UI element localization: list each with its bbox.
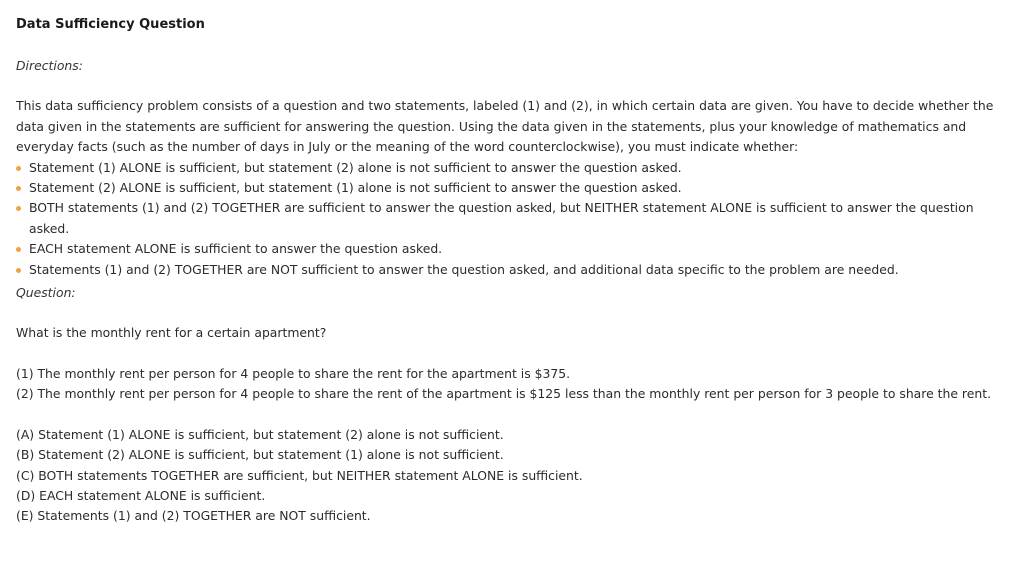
list-item bbox=[16, 239, 1008, 259]
choice-e: (E) Statements (1) and (2) TOGETHER are NOT sufficient. bbox=[16, 508, 371, 524]
bullet-dot-icon bbox=[16, 206, 21, 211]
answer-choices bbox=[16, 425, 1008, 527]
list-item bbox=[16, 198, 1008, 239]
question-text: What is the monthly rent for a certain apartment? bbox=[16, 325, 327, 341]
list-item-text: Statements (1) and (2) TOGETHER are NOT sufficient to answer the question asked, and additional data specific to the problem are needed. bbox=[29, 261, 899, 277]
bullet-dot-icon bbox=[16, 166, 21, 171]
directions-label: Directions: bbox=[16, 58, 83, 73]
question-label: Question: bbox=[16, 285, 76, 301]
directions-intro: This data sufficiency problem consists of a question and two statements, labeled (1) and (2), in which certain data are given. You have to decide whether the data given in the statements are sufficient for answering the question. Using the data given in the statements, plus your knowledge of mathematics and everyday facts (such as the number of days in July or the meaning of the word counterclockwise), you must indicate whether: bbox=[16, 98, 994, 155]
choice-a: (A) Statement (1) ALONE is sufficient, but statement (2) alone is not sufficient. bbox=[16, 426, 504, 442]
list-item-text: Statement (2) ALONE is sufficient, but statement (1) alone is not sufficient to answer the question asked. bbox=[29, 180, 682, 196]
list-item bbox=[16, 178, 1008, 198]
list-item bbox=[16, 260, 1008, 280]
page-title: Data Sufficiency Question bbox=[16, 17, 205, 32]
statement-1: (1) The monthly rent per person for 4 people to share the rent for the apartment is $375. bbox=[16, 365, 571, 381]
choice-d: (D) EACH statement ALONE is sufficient. bbox=[16, 487, 266, 503]
bullet-dot-icon bbox=[16, 247, 21, 252]
answer-key-list bbox=[16, 158, 1008, 280]
statements-block bbox=[16, 364, 1008, 405]
choice-c: (C) BOTH statements TOGETHER are sufficient, but NEITHER statement ALONE is sufficient. bbox=[16, 467, 583, 483]
list-item-text: Statement (1) ALONE is sufficient, but statement (2) alone is not sufficient to answer the question asked. bbox=[29, 159, 682, 175]
statement-2: (2) The monthly rent per person for 4 people to share the rent of the apartment is $125 less than the monthly rent per person for 3 people to share the rent. bbox=[16, 386, 992, 402]
bullet-dot-icon bbox=[16, 186, 21, 191]
list-item-text: BOTH statements (1) and (2) TOGETHER are sufficient to answer the question asked, but NEITHER statement ALONE is sufficient to answer the question asked. bbox=[29, 200, 974, 236]
list-item bbox=[16, 158, 1008, 178]
bullet-dot-icon bbox=[16, 268, 21, 273]
list-item-text: EACH statement ALONE is sufficient to answer the question asked. bbox=[29, 241, 443, 257]
choice-b: (B) Statement (2) ALONE is sufficient, but statement (1) alone is not sufficient. bbox=[16, 447, 504, 463]
